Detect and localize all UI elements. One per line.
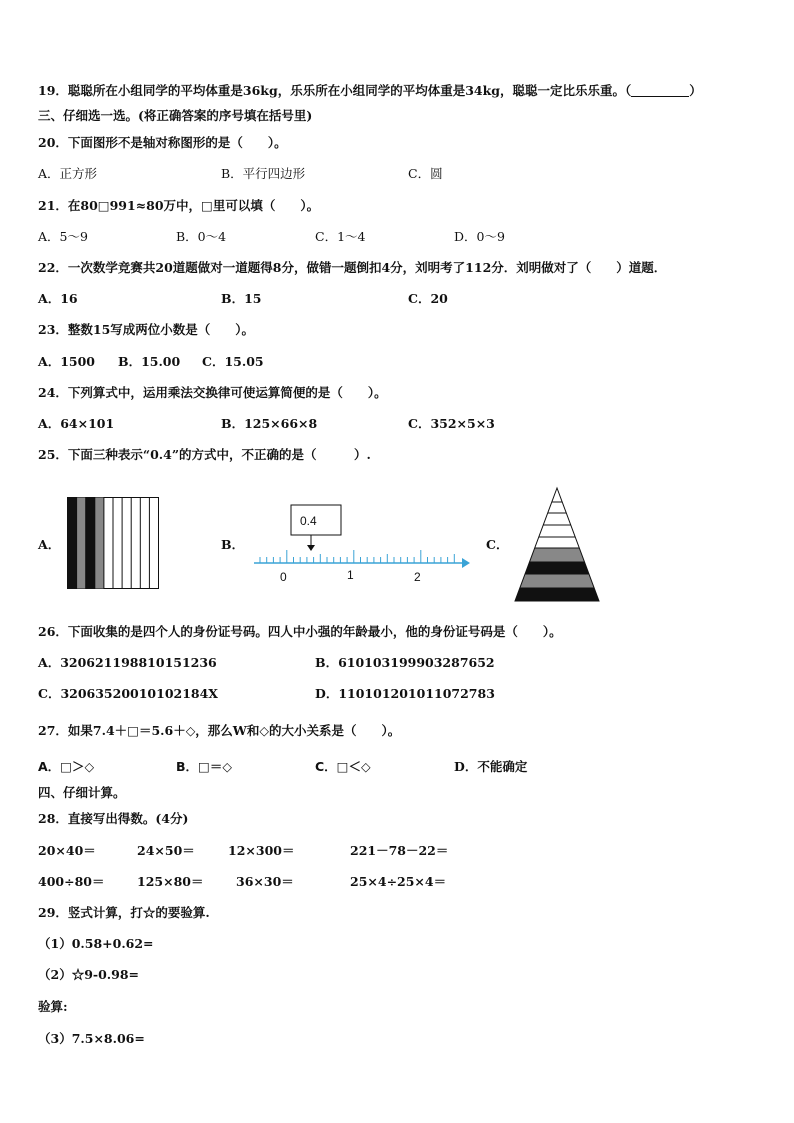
question-28: 28．直接写出得数。(4分) — [38, 811, 189, 826]
option-20-b[interactable]: B．平行四边形 — [221, 166, 306, 181]
tick-label: 0 — [280, 570, 287, 584]
section-4-heading: 四、仔细计算。 — [38, 785, 126, 800]
figure-c-layered-triangle — [512, 486, 602, 604]
tick-label: 2 — [414, 570, 421, 584]
axis-arrow-icon — [462, 558, 470, 568]
pointer-arrow-icon — [307, 545, 315, 551]
calc-item: 24×50＝ — [137, 843, 195, 858]
option-25-c[interactable]: C． — [486, 537, 509, 552]
option-26-c[interactable]: C．32063520010102184X — [38, 686, 219, 701]
option-22-c[interactable]: C．20 — [408, 291, 448, 306]
tick-label: 1 — [347, 568, 354, 582]
calc-item: 36×30＝ — [236, 874, 294, 889]
section-3-heading: 三、仔细选一选。(将正确答案的序号填在括号里) — [38, 108, 313, 123]
option-21-a[interactable]: A．5～9 — [38, 229, 88, 244]
question-22: 22．一次数学竞赛共20道题做对一道题得8分，做错一题倒扣4分，刘明考了112分．刘明做对了（ ）道题． — [38, 260, 667, 275]
question-26: 26．下面收集的是四个人的身份证号码。四人中小强的年龄最小，他的身份证号码是（ ）。 — [38, 624, 562, 639]
calc-item: （2）☆9-0.98= — [38, 967, 140, 982]
question-19-text: 19．聪聪所在小组同学的平均体重是36kg，乐乐所在小组同学的平均体重是34kg，聪聪一定比乐乐重。（ — [38, 83, 632, 98]
question-27: 27．如果7.4＋□＝5.6＋◇，那么W和◇的大小关系是（ ）。 — [38, 723, 401, 738]
question-20: 20．下面图形不是轴对称图形的是（ ）。 — [38, 135, 287, 150]
shaded-band — [512, 548, 602, 562]
question-19 — [38, 83, 702, 99]
option-26-b[interactable]: B．610103199903287652 — [315, 655, 495, 670]
calc-item: 221－78－22＝ — [350, 843, 449, 858]
option-26-a[interactable]: A．320621198810151236 — [38, 655, 217, 670]
option-21-c[interactable]: C．1～4 — [315, 229, 366, 244]
option-25-a[interactable]: A． — [38, 537, 61, 552]
calc-item: 400÷80＝ — [38, 874, 105, 889]
option-27-d[interactable]: D．不能确定 — [454, 759, 528, 774]
question-24: 24．下列算式中，运用乘法交换律可使运算简便的是（ ）。 — [38, 385, 387, 400]
option-23-c[interactable]: C．15.05 — [202, 354, 264, 369]
option-22-b[interactable]: B．15 — [221, 291, 262, 306]
option-27-b[interactable]: B．□＝◇ — [176, 759, 232, 774]
option-21-b[interactable]: B．0～4 — [176, 229, 227, 244]
answer-blank[interactable] — [631, 84, 689, 97]
tick-marks — [260, 550, 454, 563]
figure-a-tenths-rectangle — [67, 497, 159, 589]
shaded-strip — [95, 498, 104, 589]
question-29: 29．竖式计算，打☆的要验算. — [38, 905, 210, 920]
option-23-b[interactable]: B．15.00 — [118, 354, 181, 369]
question-25: 25．下面三种表示“0.4”的方式中，不正确的是（ ）. — [38, 447, 371, 462]
option-24-b[interactable]: B．125×66×8 — [221, 416, 318, 431]
option-20-a[interactable]: A．正方形 — [38, 166, 98, 181]
option-20-c[interactable]: C．圆 — [408, 166, 443, 181]
figure-b-number-line — [250, 503, 472, 585]
shaded-strip — [77, 498, 86, 589]
shaded-strip — [68, 498, 77, 589]
option-22-a[interactable]: A．16 — [38, 291, 78, 306]
question-21: 21．在80□991≈80万中，□里可以填（ ）。 — [38, 198, 320, 213]
calc-item: （3）7.5×8.06= — [38, 1031, 145, 1046]
option-27-c[interactable]: C．□＜◇ — [315, 759, 371, 774]
option-23-a[interactable]: A．1500 — [38, 354, 95, 369]
calc-item: 25×4÷25×4＝ — [350, 874, 447, 889]
shaded-band — [512, 574, 602, 588]
option-21-d[interactable]: D．0～9 — [454, 229, 505, 244]
option-24-c[interactable]: C．352×5×3 — [408, 416, 495, 431]
callout-label: 0.4 — [300, 514, 317, 528]
option-24-a[interactable]: A．64×101 — [38, 416, 115, 431]
option-25-b[interactable]: B． — [221, 537, 245, 552]
question-23: 23．整数15写成两位小数是（ ）。 — [38, 322, 255, 337]
check-label: 验算: — [38, 999, 68, 1014]
calc-item: 20×40＝ — [38, 843, 96, 858]
calc-item: （1）0.58+0.62= — [38, 936, 154, 951]
shaded-strip — [86, 498, 95, 589]
option-26-d[interactable]: D．110101201011072783 — [315, 686, 495, 701]
calc-item: 125×80＝ — [137, 874, 204, 889]
option-27-a[interactable]: A．□＞◇ — [38, 759, 95, 774]
question-19-end: ） — [689, 83, 702, 98]
shaded-band — [512, 588, 602, 601]
calc-item: 12×300＝ — [228, 843, 295, 858]
